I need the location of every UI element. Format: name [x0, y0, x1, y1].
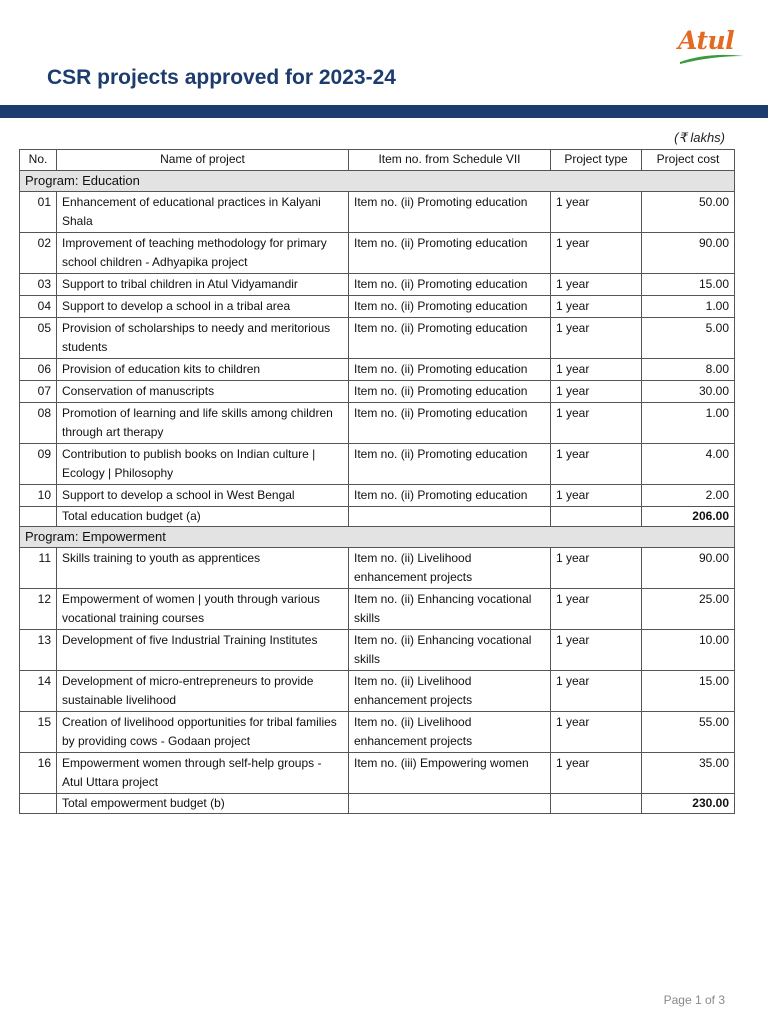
row-type: 1 year — [551, 630, 642, 671]
table-row — [20, 359, 735, 381]
table-row — [20, 548, 735, 589]
row-cost: 1.00 — [642, 296, 735, 318]
table-row — [20, 444, 735, 485]
table-row — [20, 671, 735, 712]
row-type: 1 year — [551, 485, 642, 507]
program-label: Program: Empowerment — [20, 527, 735, 548]
row-name: Skills training to youth as apprentices — [57, 548, 349, 589]
row-cost: 25.00 — [642, 589, 735, 630]
table-row — [20, 712, 735, 753]
row-item: Item no. (iii) Empowering women — [349, 753, 551, 794]
row-name: Provision of scholarships to needy and meritorious students — [57, 318, 349, 359]
table-row — [20, 753, 735, 794]
row-type: 1 year — [551, 192, 642, 233]
row-type: 1 year — [551, 381, 642, 403]
row-type: 1 year — [551, 444, 642, 485]
page-number: Page 1 of 3 — [663, 993, 725, 1007]
table-row — [20, 589, 735, 630]
table-row — [20, 192, 735, 233]
total-row-empowerment — [20, 794, 735, 814]
table-row — [20, 318, 735, 359]
row-cost: 4.00 — [642, 444, 735, 485]
row-name: Improvement of teaching methodology for primary school children - Adhyapika project — [57, 233, 349, 274]
row-no: 04 — [20, 296, 57, 318]
program-label: Program: Education — [20, 171, 735, 192]
row-no: 05 — [20, 318, 57, 359]
row-item: Item no. (ii) Livelihood enhancement projects — [349, 548, 551, 589]
table-row — [20, 274, 735, 296]
row-no: 13 — [20, 630, 57, 671]
row-name: Provision of education kits to children — [57, 359, 349, 381]
csr-projects-table — [19, 149, 735, 814]
row-cost: 55.00 — [642, 712, 735, 753]
total-empty-type — [551, 794, 642, 814]
row-type: 1 year — [551, 274, 642, 296]
row-item: Item no. (ii) Enhancing vocational skills — [349, 589, 551, 630]
row-name: Empowerment women through self-help groups - Atul Uttara project — [57, 753, 349, 794]
unit-label: (₹ lakhs) — [674, 130, 725, 145]
page-title: CSR projects approved for 2023-24 — [47, 66, 396, 89]
row-cost: 8.00 — [642, 359, 735, 381]
row-name: Development of five Industrial Training Institutes — [57, 630, 349, 671]
table-row — [20, 403, 735, 444]
row-item: Item no. (ii) Promoting education — [349, 318, 551, 359]
logo-swoosh-icon — [678, 26, 746, 68]
total-empty-item — [349, 794, 551, 814]
row-type: 1 year — [551, 548, 642, 589]
row-no: 11 — [20, 548, 57, 589]
row-no: 16 — [20, 753, 57, 794]
row-cost: 35.00 — [642, 753, 735, 794]
header-item: Item no. from Schedule VII — [349, 150, 551, 171]
row-type: 1 year — [551, 403, 642, 444]
row-type: 1 year — [551, 753, 642, 794]
row-type: 1 year — [551, 296, 642, 318]
row-name: Conservation of manuscripts — [57, 381, 349, 403]
row-no: 06 — [20, 359, 57, 381]
row-item: Item no. (ii) Promoting education — [349, 381, 551, 403]
row-cost: 15.00 — [642, 671, 735, 712]
row-type: 1 year — [551, 318, 642, 359]
row-no: 01 — [20, 192, 57, 233]
table-header-row — [20, 150, 735, 171]
row-type: 1 year — [551, 233, 642, 274]
row-item: Item no. (ii) Livelihood enhancement projects — [349, 671, 551, 712]
row-cost: 30.00 — [642, 381, 735, 403]
row-name: Empowerment of women | youth through various vocational training courses — [57, 589, 349, 630]
row-item: Item no. (ii) Livelihood enhancement projects — [349, 712, 551, 753]
row-cost: 5.00 — [642, 318, 735, 359]
header-no: No. — [20, 150, 57, 171]
row-name: Support to tribal children in Atul Vidyamandir — [57, 274, 349, 296]
total-label: Total education budget (a) — [57, 507, 349, 527]
row-item: Item no. (ii) Promoting education — [349, 274, 551, 296]
total-label: Total empowerment budget (b) — [57, 794, 349, 814]
row-item: Item no. (ii) Promoting education — [349, 296, 551, 318]
row-no: 09 — [20, 444, 57, 485]
row-no: 14 — [20, 671, 57, 712]
row-cost: 1.00 — [642, 403, 735, 444]
total-row-education — [20, 507, 735, 527]
total-empty-no — [20, 794, 57, 814]
atul-logo — [678, 26, 746, 68]
row-item: Item no. (ii) Promoting education — [349, 192, 551, 233]
row-type: 1 year — [551, 712, 642, 753]
row-name: Support to develop a school in West Bengal — [57, 485, 349, 507]
row-item: Item no. (ii) Promoting education — [349, 485, 551, 507]
row-cost: 90.00 — [642, 548, 735, 589]
header-cost: Project cost — [642, 150, 735, 171]
header-band — [0, 105, 768, 118]
row-item: Item no. (ii) Promoting education — [349, 403, 551, 444]
row-name: Contribution to publish books on Indian culture | Ecology | Philosophy — [57, 444, 349, 485]
row-name: Creation of livelihood opportunities for tribal families by providing cows - Godaan project — [57, 712, 349, 753]
header-name: Name of project — [57, 150, 349, 171]
row-no: 03 — [20, 274, 57, 296]
total-empty-item — [349, 507, 551, 527]
row-no: 02 — [20, 233, 57, 274]
row-no: 15 — [20, 712, 57, 753]
row-cost: 10.00 — [642, 630, 735, 671]
row-no: 10 — [20, 485, 57, 507]
row-cost: 50.00 — [642, 192, 735, 233]
table-row — [20, 630, 735, 671]
total-empty-no — [20, 507, 57, 527]
row-item: Item no. (ii) Promoting education — [349, 233, 551, 274]
table-row — [20, 296, 735, 318]
table-row — [20, 485, 735, 507]
table-row — [20, 233, 735, 274]
row-type: 1 year — [551, 589, 642, 630]
row-name: Promotion of learning and life skills among children through art therapy — [57, 403, 349, 444]
row-name: Support to develop a school in a tribal area — [57, 296, 349, 318]
total-empty-type — [551, 507, 642, 527]
table-row — [20, 381, 735, 403]
total-value: 206.00 — [642, 507, 735, 527]
row-no: 12 — [20, 589, 57, 630]
program-row-empowerment — [20, 527, 735, 548]
program-row-education — [20, 171, 735, 192]
row-no: 08 — [20, 403, 57, 444]
row-cost: 15.00 — [642, 274, 735, 296]
row-name: Enhancement of educational practices in Kalyani Shala — [57, 192, 349, 233]
row-cost: 90.00 — [642, 233, 735, 274]
row-name: Development of micro-entrepreneurs to provide sustainable livelihood — [57, 671, 349, 712]
row-item: Item no. (ii) Promoting education — [349, 444, 551, 485]
row-type: 1 year — [551, 671, 642, 712]
total-value: 230.00 — [642, 794, 735, 814]
row-no: 07 — [20, 381, 57, 403]
row-cost: 2.00 — [642, 485, 735, 507]
row-item: Item no. (ii) Enhancing vocational skills — [349, 630, 551, 671]
row-item: Item no. (ii) Promoting education — [349, 359, 551, 381]
logo-wordmark: Atul — [678, 26, 735, 55]
row-type: 1 year — [551, 359, 642, 381]
header-type: Project type — [551, 150, 642, 171]
